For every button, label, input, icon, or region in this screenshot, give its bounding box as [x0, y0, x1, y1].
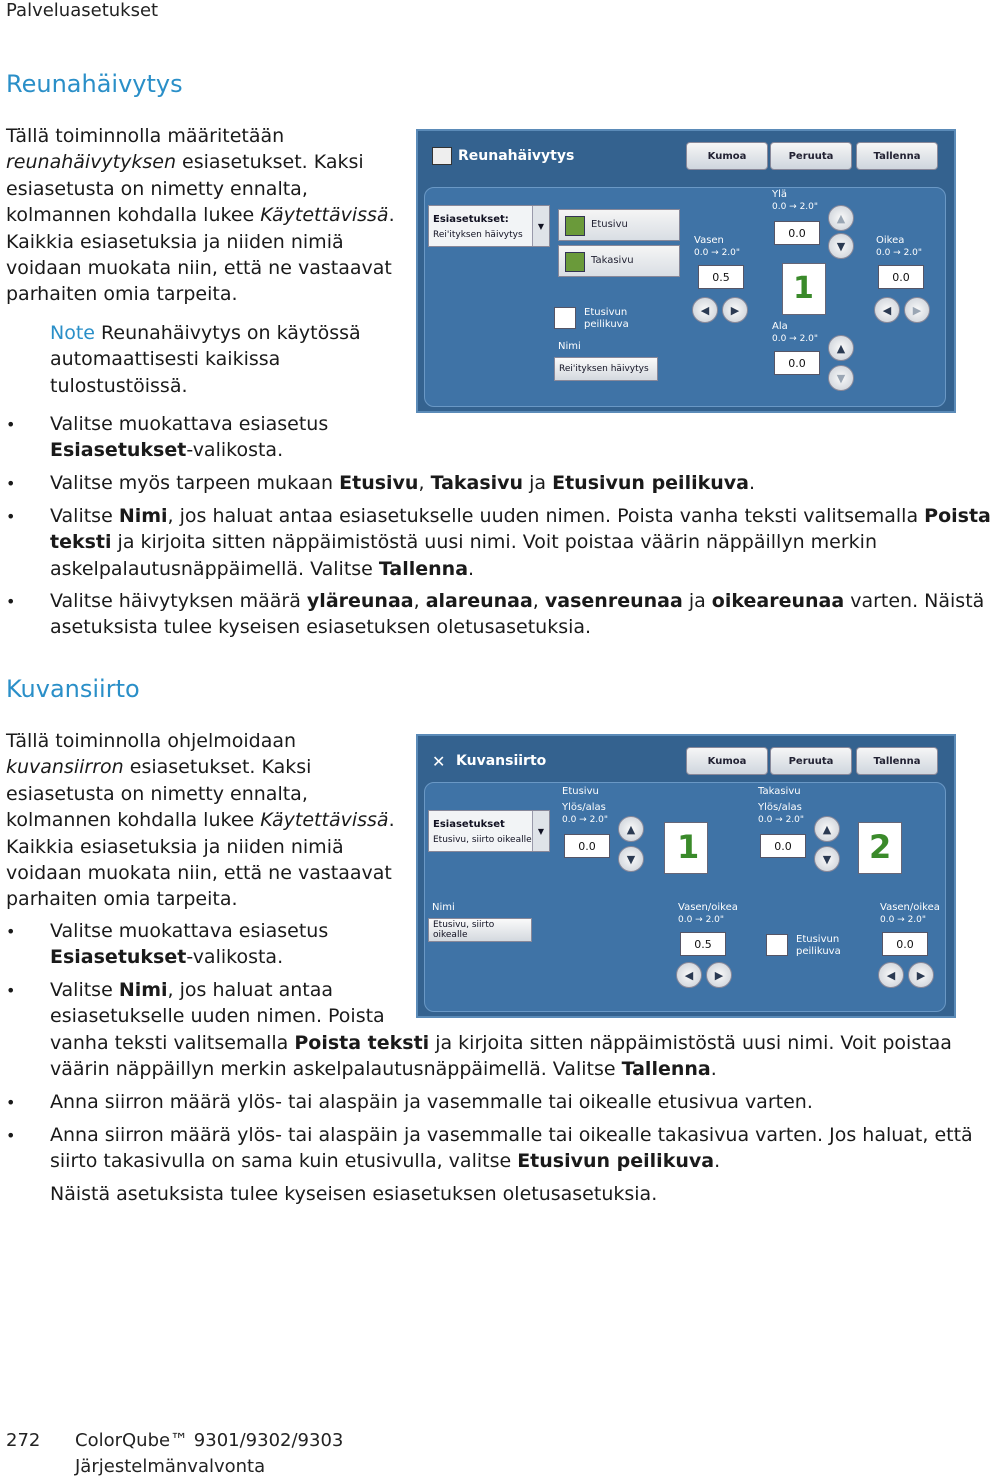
bullet-item: Valitse muokattava esiasetus Esiasetukset-valikosta.: [50, 413, 329, 462]
intro-line: esiasetusta on nimetty ennalta,: [6, 177, 308, 200]
cancel-button[interactable]: Peruuta: [770, 142, 852, 170]
tab-back-side[interactable]: [558, 245, 680, 277]
edge-intro-text: [6, 123, 406, 308]
back-page-preview: [858, 822, 902, 874]
undo-button[interactable]: Kumoa: [686, 747, 768, 775]
page-preview: [782, 263, 826, 315]
left-range: 0.0 → 2.0": [694, 248, 741, 258]
mirror-front-label: Etusivun peilikuva: [796, 934, 841, 957]
edge-erase-feature-icon: [432, 147, 452, 165]
bullet-item: Valitse Nimi, jos haluat antaa esiasetukselle uuden nimen. Poista vanha teksti valitsemalla Poista teksti ja kirjoita sitten näppäimistöstä uusi nimi. Voit poistaa väärin näppäillyn merkin askelpalautusnäppäimellä. Valitse Tallenna.: [50, 505, 991, 580]
top-increase-button[interactable]: ▲: [828, 205, 854, 231]
front-leftright-range: 0.0 → 2.0": [678, 915, 725, 925]
bottom-increase-button[interactable]: ▲: [828, 335, 854, 361]
bullet-dot: •: [6, 922, 16, 941]
cancel-button[interactable]: Peruuta: [770, 747, 852, 775]
bullet-item: Anna siirron määrä ylös- tai alaspäin ja vasemmalle tai oikealle takasivua varten. Jos haluat, että siirto takasivulla on sama kuin etusivulla, valitse Etusivun peilikuva.: [50, 1124, 973, 1173]
intro-line: esiasetusta on nimetty ennalta,: [6, 782, 308, 805]
front-updown-label: Ylös/alas: [562, 802, 606, 813]
section-heading-edge-erase: Reunahäivytys: [6, 70, 183, 98]
preset-dropdown[interactable]: [428, 810, 550, 852]
back-up-button[interactable]: ▲: [814, 816, 840, 842]
name-label: Nimi: [558, 341, 581, 352]
left-label: Vasen: [694, 235, 724, 246]
right-decrease-button[interactable]: ◀: [874, 297, 900, 323]
page-number: 272: [6, 1430, 41, 1451]
image-shift-screen: [416, 734, 956, 1018]
intro-line: Tällä toiminnolla määritetään: [6, 125, 285, 147]
front-page-preview: [664, 822, 708, 874]
bottom-range: 0.0 → 2.0": [772, 334, 819, 344]
note-line: Reunahäivytys on käytössä: [101, 322, 361, 344]
top-range: 0.0 → 2.0": [772, 202, 819, 212]
section-heading-image-shift: Kuvansiirto: [6, 675, 140, 703]
preset-dropdown-value: Etusivu, siirto oikealle: [433, 835, 532, 845]
guide-name: Järjestelmänvalvonta: [75, 1456, 266, 1477]
preset-dropdown-value: Rei'ityksen häivytys: [433, 230, 523, 240]
save-button[interactable]: Tallenna: [856, 747, 938, 775]
back-leftright-value-field[interactable]: 0.0: [882, 932, 928, 956]
intro-line: Tällä toiminnolla ohjelmoidaan: [6, 730, 297, 752]
intro-line: parhaiten omia tarpeita.: [6, 283, 238, 306]
mirror-front-checkbox[interactable]: [766, 934, 788, 956]
bullet-item: Valitse Nimi, jos haluat antaa esiasetukselle uuden nimen. Poista vanha teksti valitsemalla Poista teksti ja kirjoita sitten näppäimistöstä uusi nimi. Voit poistaa väärin näppäillyn merkin askelpalautusnäppäimellä. Valitse Tallenna.: [50, 979, 952, 1081]
name-button[interactable]: Etusivu, siirto oikealle: [428, 918, 532, 942]
intro-line: Kaikkia esiasetuksia ja niiden nimiä: [6, 230, 344, 253]
chevron-down-icon: ▼: [532, 206, 549, 246]
name-label: Nimi: [432, 902, 455, 913]
shift-panel-title: Kuvansiirto: [456, 753, 547, 769]
preset-dropdown[interactable]: [428, 205, 550, 247]
bullet-item: Valitse muokattava esiasetus Esiasetukset-valikosta.: [50, 920, 329, 969]
page-icon: [565, 216, 585, 236]
bullet-dot: •: [6, 1126, 16, 1145]
bullet-item: Anna siirron määrä ylös- tai alaspäin ja vasemmalle tai oikealle etusivua varten.: [50, 1091, 813, 1113]
back-updown-label: Ylös/alas: [758, 802, 802, 813]
page-number: 1: [793, 271, 814, 306]
chevron-down-icon: ▼: [532, 811, 549, 851]
bullet-dot: •: [6, 415, 16, 434]
shift-intro-text: [6, 728, 406, 913]
front-leftright-label: Vasen/oikea: [678, 902, 738, 913]
bullet-dot: •: [6, 981, 16, 1000]
front-left-button[interactable]: ◀: [676, 962, 702, 988]
mirror-front-label: Etusivun peilikuva: [584, 307, 629, 330]
bottom-decrease-button[interactable]: ▼: [828, 365, 854, 391]
intro-line: voidaan muokata niin, että ne vastaavat: [6, 257, 392, 280]
left-increase-button[interactable]: ▶: [722, 297, 748, 323]
intro-line: kuvansiirron esiasetukset. Kaksi: [6, 756, 312, 779]
bottom-label: Ala: [772, 321, 788, 332]
note-label: Note: [50, 322, 95, 344]
intro-line: kolmannen kohdalla lukee Käytettävissä.: [6, 809, 395, 832]
shift-closing-text: Näistä asetuksista tulee kyseisen esiasetuksen oletusasetuksia.: [50, 1183, 658, 1205]
product-name: ColorQube™ 9301/9302/9303: [75, 1430, 344, 1451]
intro-line: reunahäivytyksen esiasetukset. Kaksi: [6, 151, 364, 174]
front-page-number: 1: [677, 828, 700, 866]
running-header: Palveluasetukset: [6, 0, 159, 21]
front-label: Etusivu: [562, 786, 599, 797]
name-button[interactable]: Rei'ityksen häivytys: [554, 357, 658, 381]
top-value-field[interactable]: 0.0: [774, 221, 820, 245]
page-icon: [565, 252, 585, 272]
bullet-dot: •: [6, 592, 16, 611]
bullet-dot: •: [6, 474, 16, 493]
back-page-number: 2: [869, 828, 892, 866]
right-value-field[interactable]: 0.0: [878, 265, 924, 289]
right-increase-button[interactable]: ▶: [904, 297, 930, 323]
back-leftright-range: 0.0 → 2.0": [880, 915, 927, 925]
back-right-button[interactable]: ▶: [908, 962, 934, 988]
back-updown-range: 0.0 → 2.0": [758, 815, 805, 825]
left-value-field[interactable]: 0.5: [698, 265, 744, 289]
preset-dropdown-label: Esiasetukset:: [433, 214, 509, 225]
edge-note: [50, 320, 410, 399]
undo-button[interactable]: Kumoa: [686, 142, 768, 170]
back-leftright-label: Vasen/oikea: [880, 902, 940, 913]
intro-line: Kaikkia esiasetuksia ja niiden nimiä: [6, 835, 344, 858]
back-label: Takasivu: [758, 786, 801, 797]
tab-front-label: Etusivu: [591, 219, 628, 230]
right-range: 0.0 → 2.0": [876, 248, 923, 258]
back-left-button[interactable]: ◀: [878, 962, 904, 988]
bullet-item: Valitse häivytyksen määrä yläreunaa, alareunaa, vasenreunaa ja oikeareunaa varten. Näistä asetuksista tulee kyseisen esiasetuksen oletusasetuksia.: [50, 590, 985, 639]
back-updown-value-field[interactable]: 0.0: [760, 834, 806, 858]
note-line: automaattisesti kaikissa: [50, 348, 281, 371]
preset-dropdown-label: Esiasetukset: [433, 819, 505, 830]
bullet-item: Valitse myös tarpeen mukaan Etusivu, Takasivu ja Etusivun peilikuva.: [50, 472, 756, 494]
bullet-dot: •: [6, 507, 16, 526]
bottom-value-field[interactable]: 0.0: [774, 351, 820, 375]
top-label: Ylä: [772, 189, 788, 200]
bullet-dot: •: [6, 1093, 16, 1112]
tab-front-side[interactable]: [558, 209, 680, 241]
front-down-button[interactable]: ▼: [618, 846, 644, 872]
back-down-button[interactable]: ▼: [814, 846, 840, 872]
left-decrease-button[interactable]: ◀: [692, 297, 718, 323]
intro-line: parhaiten omia tarpeita.: [6, 888, 238, 911]
front-up-button[interactable]: ▲: [618, 816, 644, 842]
mirror-front-checkbox[interactable]: [554, 307, 576, 329]
intro-line: kolmannen kohdalla lukee Käytettävissä.: [6, 204, 395, 227]
front-leftright-value-field[interactable]: 0.5: [680, 932, 726, 956]
right-label: Oikea: [876, 235, 905, 246]
front-updown-value-field[interactable]: 0.0: [564, 834, 610, 858]
tools-icon: ✕: [432, 752, 446, 771]
edge-erase-screen: [416, 129, 956, 413]
edge-panel-title: Reunahäivytys: [458, 148, 575, 164]
note-line: tulostustöissä.: [50, 374, 188, 397]
front-updown-range: 0.0 → 2.0": [562, 815, 609, 825]
front-right-button[interactable]: ▶: [706, 962, 732, 988]
save-button[interactable]: Tallenna: [856, 142, 938, 170]
tab-back-label: Takasivu: [591, 255, 634, 266]
intro-line: voidaan muokata niin, että ne vastaavat: [6, 862, 392, 885]
top-decrease-button[interactable]: ▼: [828, 233, 854, 259]
